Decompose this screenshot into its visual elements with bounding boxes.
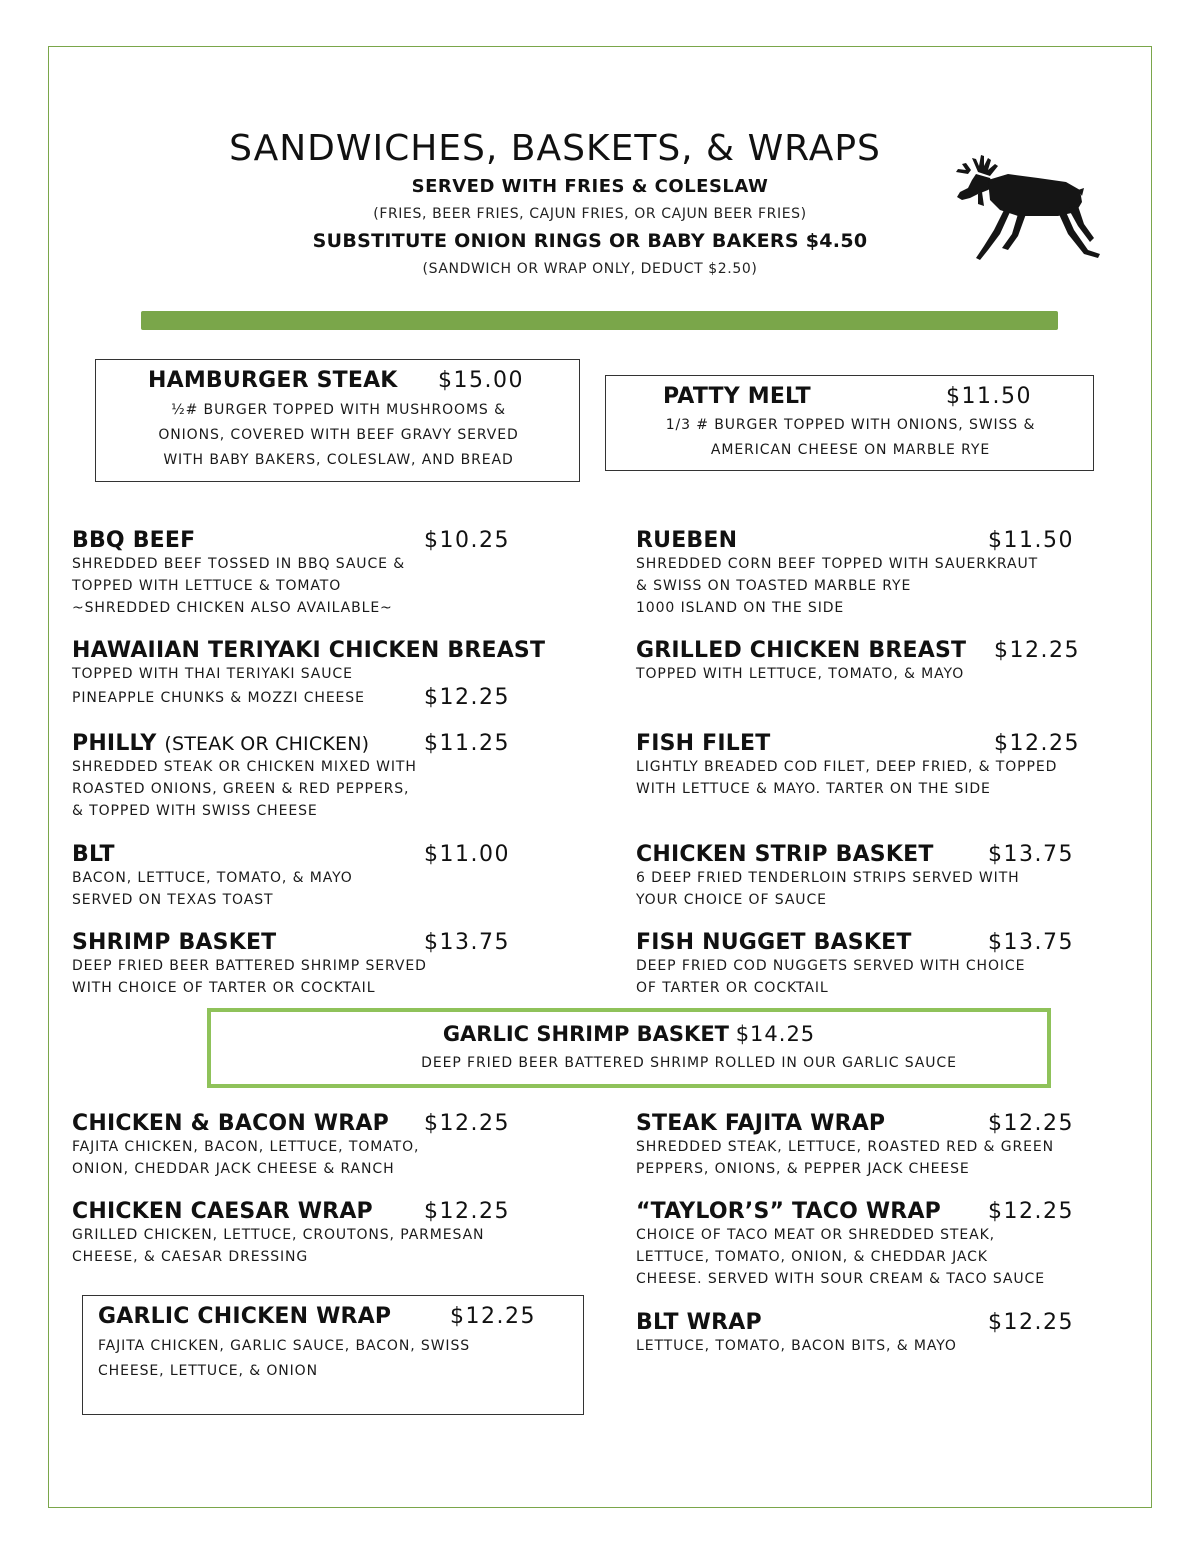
item-name: HAWAIIAN TERIYAKI CHICKEN BREAST bbox=[72, 638, 546, 663]
menu-item-grilled-chicken bbox=[636, 638, 1116, 685]
item-price: $12.25 bbox=[988, 1199, 1074, 1224]
item-price: $12.25 bbox=[994, 731, 1080, 756]
item-name: BLT bbox=[72, 842, 115, 867]
menu-item bbox=[148, 368, 398, 393]
item-desc-line: 1000 ISLAND ON THE SIDE bbox=[636, 600, 845, 616]
item-price: $12.25 bbox=[988, 1111, 1074, 1136]
item-desc-line: SHREDDED STEAK, LETTUCE, ROASTED RED & GREEN bbox=[636, 1139, 1054, 1155]
item-name: FISH FILET bbox=[636, 731, 771, 756]
item-desc-line: LIGHTLY BREADED COD FILET, DEEP FRIED, & TOPPED bbox=[636, 759, 1058, 775]
item-name-suffix: (STEAK OR CHICKEN) bbox=[164, 733, 370, 755]
item-desc-line: DEEP FRIED BEER BATTERED SHRIMP SERVED bbox=[72, 958, 427, 974]
menu-item-steak-fajita-wrap bbox=[636, 1111, 1126, 1180]
item-desc-line: TOPPED WITH LETTUCE, TOMATO, & MAYO bbox=[636, 666, 965, 682]
item-desc-line: SHREDDED STEAK OR CHICKEN MIXED WITH bbox=[72, 759, 417, 775]
menu-item-taco-wrap bbox=[636, 1199, 1126, 1290]
item-desc-line: SHREDDED CORN BEEF TOPPED WITH SAUERKRAUT bbox=[636, 556, 1039, 572]
menu-item-fish-nugget bbox=[636, 930, 1116, 999]
item-name: BLT WRAP bbox=[636, 1310, 762, 1335]
item-price: $12.25 bbox=[424, 1111, 510, 1136]
item-desc-line: FAJITA CHICKEN, BACON, LETTUCE, TOMATO, bbox=[72, 1139, 420, 1155]
item-desc-line: YOUR CHOICE OF SAUCE bbox=[636, 892, 827, 908]
item-desc-line: CHEESE. SERVED WITH SOUR CREAM & TACO SAUCE bbox=[636, 1271, 1045, 1287]
item-desc-line: FAJITA CHICKEN, GARLIC SAUCE, BACON, SWISS bbox=[98, 1338, 471, 1354]
item-desc-line: OF TARTER OR COCKTAIL bbox=[636, 980, 829, 996]
substitute-line: SUBSTITUTE ONION RINGS OR BABY BAKERS $4.50 bbox=[312, 230, 868, 252]
item-desc-line: DEEP FRIED COD NUGGETS SERVED WITH CHOICE bbox=[636, 958, 1026, 974]
item-desc-line: & SWISS ON TOASTED MARBLE RYE bbox=[636, 578, 912, 594]
item-desc-line: ONION, CHEDDAR JACK CHEESE & RANCH bbox=[72, 1161, 395, 1177]
menu-item-chicken-caesar-wrap bbox=[72, 1199, 572, 1268]
menu-item-bbq-beef bbox=[72, 528, 522, 619]
item-desc-line: PEPPERS, ONIONS, & PEPPER JACK CHEESE bbox=[636, 1161, 970, 1177]
item-price: $13.75 bbox=[424, 930, 510, 955]
green-divider-bar bbox=[141, 311, 1058, 330]
item-name: SHRIMP BASKET bbox=[72, 930, 277, 955]
item-desc-line: & TOPPED WITH SWISS CHEESE bbox=[72, 803, 318, 819]
item-price: $13.75 bbox=[988, 930, 1074, 955]
menu-item-chicken-strip bbox=[636, 842, 1116, 911]
item-price: $10.25 bbox=[424, 528, 510, 553]
item-desc-line: ½# BURGER TOPPED WITH MUSHROOMS & bbox=[171, 402, 506, 418]
garlic-shrimp-box bbox=[207, 1008, 1051, 1088]
item-desc-line: ~SHREDDED CHICKEN ALSO AVAILABLE~ bbox=[72, 600, 393, 616]
item-name: HAMBURGER STEAK bbox=[148, 368, 398, 393]
served-with-line: SERVED WITH FRIES & COLESLAW bbox=[411, 176, 769, 197]
item-desc-line: AMERICAN CHEESE ON MARBLE RYE bbox=[710, 442, 991, 458]
item-name: CHICKEN & BACON WRAP bbox=[72, 1111, 389, 1136]
item-desc-line: TOPPED WITH THAI TERIYAKI SAUCE bbox=[72, 666, 353, 682]
item-price: $12.25 bbox=[424, 1199, 510, 1224]
item-price: $14.25 bbox=[735, 1022, 816, 1046]
item-price: $12.25 bbox=[994, 638, 1080, 663]
item-desc-line: ROASTED ONIONS, GREEN & RED PEPPERS, bbox=[72, 781, 410, 797]
menu-item-chicken-bacon-wrap bbox=[72, 1111, 552, 1180]
menu-item-philly bbox=[72, 731, 522, 822]
item-desc-line: TOPPED WITH LETTUCE & TOMATO bbox=[72, 578, 342, 594]
item-price: $12.25 bbox=[450, 1304, 536, 1329]
garlic-chicken-wrap-box bbox=[82, 1295, 584, 1415]
item-desc-line: 6 DEEP FRIED TENDERLOIN STRIPS SERVED WITH bbox=[636, 870, 1020, 886]
item-desc-line: GRILLED CHICKEN, LETTUCE, CROUTONS, PARMESAN bbox=[72, 1227, 485, 1243]
item-desc-line: LETTUCE, TOMATO, BACON BITS, & MAYO bbox=[636, 1338, 957, 1354]
menu-item-hawaiian bbox=[72, 638, 572, 709]
item-desc-line: BACON, LETTUCE, TOMATO, & MAYO bbox=[72, 870, 353, 886]
item-desc-line: CHEESE, LETTUCE, & ONION bbox=[98, 1363, 318, 1379]
item-price: $12.25 bbox=[988, 1310, 1074, 1335]
item-name: CHICKEN STRIP BASKET bbox=[636, 842, 934, 867]
item-desc-line: 1/3 # BURGER TOPPED WITH ONIONS, SWISS & bbox=[665, 417, 1036, 433]
item-price: $13.75 bbox=[988, 842, 1074, 867]
patty-melt-box bbox=[605, 375, 1094, 471]
item-desc-line: PINEAPPLE CHUNKS & MOZZI CHEESE bbox=[72, 690, 365, 706]
item-name: PHILLY bbox=[72, 731, 157, 756]
deduct-line: (SANDWICH OR WRAP ONLY, DEDUCT $2.50) bbox=[422, 261, 758, 277]
item-name: GARLIC CHICKEN WRAP bbox=[98, 1304, 392, 1329]
page-title: SANDWICHES, BASKETS, & WRAPS bbox=[229, 128, 881, 169]
menu-item-blt bbox=[72, 842, 522, 911]
item-desc-line: SERVED ON TEXAS TOAST bbox=[72, 892, 274, 908]
item-name: RUEBEN bbox=[636, 528, 738, 553]
item-name: “TAYLOR’S” TACO WRAP bbox=[636, 1199, 941, 1224]
moose-silhouette-icon bbox=[948, 150, 1108, 270]
item-name: BBQ BEEF bbox=[72, 528, 196, 553]
item-name: GARLIC SHRIMP BASKET bbox=[442, 1022, 729, 1046]
item-desc-line: WITH LETTUCE & MAYO. TARTER ON THE SIDE bbox=[636, 781, 991, 797]
item-price: $11.50 bbox=[946, 384, 1032, 409]
item-name: PATTY MELT bbox=[663, 384, 811, 409]
fries-options-line: (FRIES, BEER FRIES, CAJUN FRIES, OR CAJUN BEER FRIES) bbox=[373, 206, 807, 222]
item-desc-line: WITH CHOICE OF TARTER OR COCKTAIL bbox=[72, 980, 376, 996]
item-name: STEAK FAJITA WRAP bbox=[636, 1111, 886, 1136]
item-desc-line: ONIONS, COVERED WITH BEEF GRAVY SERVED bbox=[158, 427, 519, 443]
item-desc-line: CHEESE, & CAESAR DRESSING bbox=[72, 1249, 309, 1265]
item-price: $15.00 bbox=[438, 368, 524, 393]
menu-item-shrimp-basket bbox=[72, 930, 522, 999]
item-desc-line: SHREDDED BEEF TOSSED IN BBQ SAUCE & bbox=[72, 556, 406, 572]
menu-item-rueben bbox=[636, 528, 1116, 619]
item-name: FISH NUGGET BASKET bbox=[636, 930, 912, 955]
menu-item-blt-wrap bbox=[636, 1310, 1116, 1357]
hamburger-steak-box bbox=[95, 359, 580, 482]
item-desc-line: DEEP FRIED BEER BATTERED SHRIMP ROLLED IN OUR GARLIC SAUCE bbox=[421, 1055, 957, 1071]
item-desc-line: CHOICE OF TACO MEAT OR SHREDDED STEAK, bbox=[636, 1227, 996, 1243]
item-price: $11.25 bbox=[424, 731, 510, 756]
item-name: CHICKEN CAESAR WRAP bbox=[72, 1199, 373, 1224]
item-name: GRILLED CHICKEN BREAST bbox=[636, 638, 967, 663]
menu-item-fish-filet bbox=[636, 731, 1126, 800]
item-price: $12.25 bbox=[424, 685, 510, 710]
item-price: $11.50 bbox=[988, 528, 1074, 553]
item-desc-line: WITH BABY BAKERS, COLESLAW, AND BREAD bbox=[163, 452, 514, 468]
item-desc-line: LETTUCE, TOMATO, ONION, & CHEDDAR JACK bbox=[636, 1249, 988, 1265]
item-price: $11.00 bbox=[424, 842, 510, 867]
